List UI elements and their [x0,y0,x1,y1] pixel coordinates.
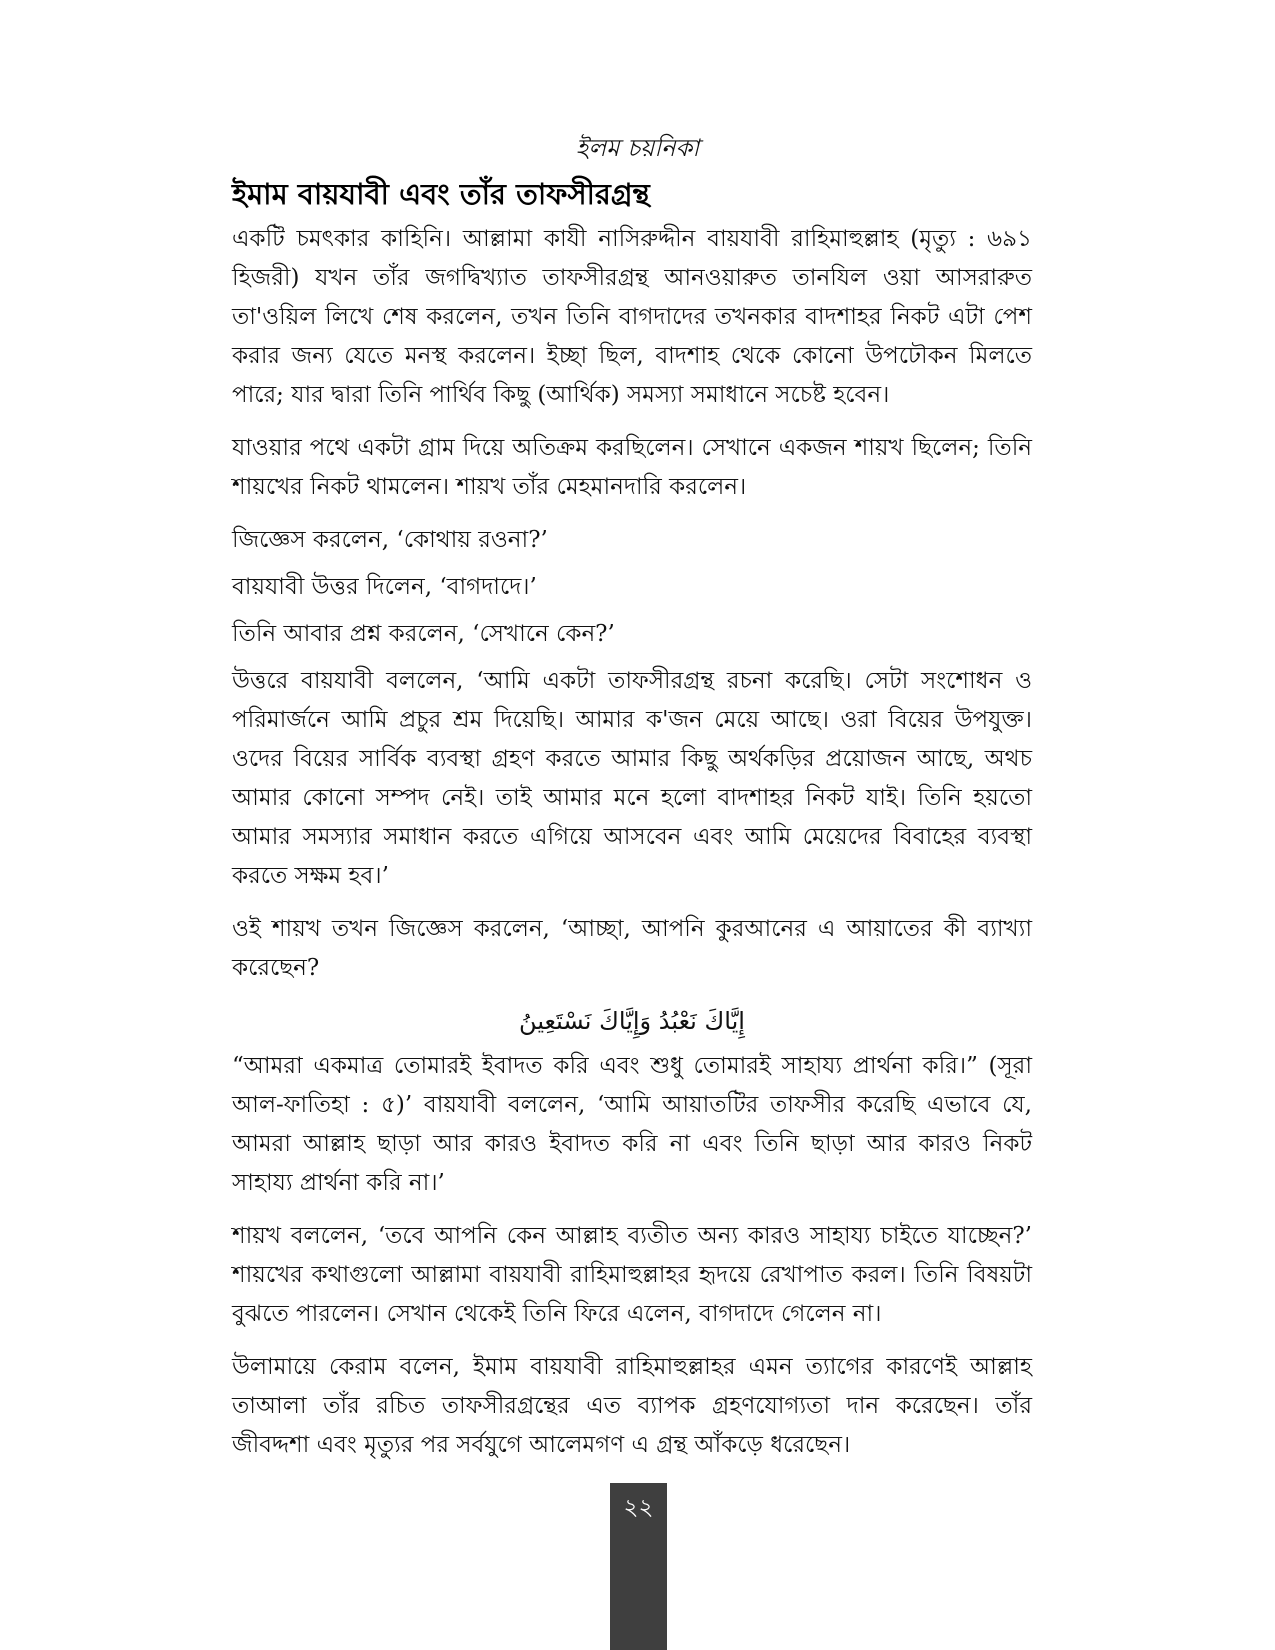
paragraph: উত্তরে বায়যাবী বললেন, ‘আমি একটা তাফসীরগ্রন্থ রচনা করেছি। সেটা সংশোধন ও পরিমার্জনে আমি প্রচুর শ্রম দিয়েছি। আমার ক'জন মেয়ে আছে। ওরা বিয়ের উপযুক্ত। ওদের বিয়ের সার্বিক ব্যবস্থা গ্রহণ করতে আমার কিছু অর্থকড়ির প্রয়োজন আছে, অথচ আমার কোনো সম্পদ নেই। তাই আমার মনে হলো বাদশাহর নিকট যাই। তিনি হয়তো আমার সমস্যার সমাধান করতে এগিয়ে আসবেন এবং আমি মেয়েদের বিবাহের ব্যবস্থা করতে সক্ষম হব।’ [232,668,1032,889]
article-body [232,220,1032,1479]
paragraph: যাওয়ার পথে একটা গ্রাম দিয়ে অতিক্রম করছিলেন। সেখানে একজন শায়খ ছিলেন; তিনি শায়খের নিকট থামলেন। শায়খ তাঁর মেহমানদারি করলেন। [232,435,1032,500]
paragraph: ওই শায়খ তখন জিজ্ঞেস করলেন, ‘আচ্ছা, আপনি কুরআনের এ আয়াতের কী ব্যাখ্যা করেছেন? [232,916,1032,981]
article-title: ইমাম বায়যাবী এবং তাঁর তাফসীরগ্রন্থ [232,177,650,211]
paragraph: একটি চমৎকার কাহিনি। আল্লামা কাযী নাসিরুদ্দীন বায়যাবী রাহিমাহুল্লাহ (মৃত্যু : ৬৯১ হিজরী) যখন তাঁর জগদ্বিখ্যাত তাফসীরগ্রন্থ আনওয়ারুত তানযিল ওয়া আসরারুত তা'ওয়িল লিখে শেষ করলেন, তখন তিনি বাগদাদের তখনকার বাদশাহর নিকট এটা পেশ করার জন্য যেতে মনস্থ করলেন। ইচ্ছা ছিল, বাদশাহ থেকে কোনো উপঢৌকন মিলতে পারে; যার দ্বারা তিনি পার্থিব কিছু (আর্থিক) সমস্যা সমাধানে সচেষ্ট হবেন। [232,226,1032,408]
paragraph: উলামায়ে কেরাম বলেন, ইমাম বায়যাবী রাহিমাহুল্লাহর এমন ত্যাগের কারণেই আল্লাহ তাআলা তাঁর রচিত তাফসীরগ্রন্থের এত ব্যাপক গ্রহণযোগ্যতা দান করেছেন। তাঁর জীবদ্দশা এবং মৃত্যুর পর সর্বযুগে আলেমগণ এ গ্রন্থ আঁকড়ে ধরেছেন। [232,1354,1032,1458]
dialogue-line: তিনি আবার প্রশ্ন করলেন, ‘সেখানে কেন?’ [232,621,615,647]
dialogue-line: বায়যাবী উত্তর দিলেন, ‘বাগদাদে।’ [232,574,537,600]
dialogue-line: জিজ্ঞেস করলেন, ‘কোথায় রওনা?’ [232,527,548,553]
page-number-tab [610,1483,667,1650]
arabic-verse: إِيَّاكَ نَعْبُدُ وَإِيَّاكَ نَسْتَعِينُ [519,1007,745,1035]
running-title: ইলম চয়নিকা [575,134,700,162]
paragraph: শায়খ বললেন, ‘তবে আপনি কেন আল্লাহ ব্যতীত অন্য কারও সাহায্য চাইতে যাচ্ছেন?’ শায়খের কথাগুলো আল্লামা বায়যাবী রাহিমাহুল্লাহর হৃদয়ে রেখাপাত করল। তিনি বিষয়টা বুঝতে পারলেন। সেখান থেকেই তিনি ফিরে এলেন, বাগদাদে গেলেন না। [232,1223,1032,1327]
paragraph: “আমরা একমাত্র তোমারই ইবাদত করি এবং শুধু তোমারই সাহায্য প্রার্থনা করি।” (সূরা আল-ফাতিহা : ৫)’ বায়যাবী বললেন, ‘আমি আয়াতটির তাফসীর করেছি এভাবে যে, আমরা আল্লাহ ছাড়া আর কারও ইবাদত করি না এবং তিনি ছাড়া আর কারও নিকট সাহায্য প্রার্থনা করি না।’ [232,1053,1032,1196]
page-number: ২২ [623,1495,654,1521]
